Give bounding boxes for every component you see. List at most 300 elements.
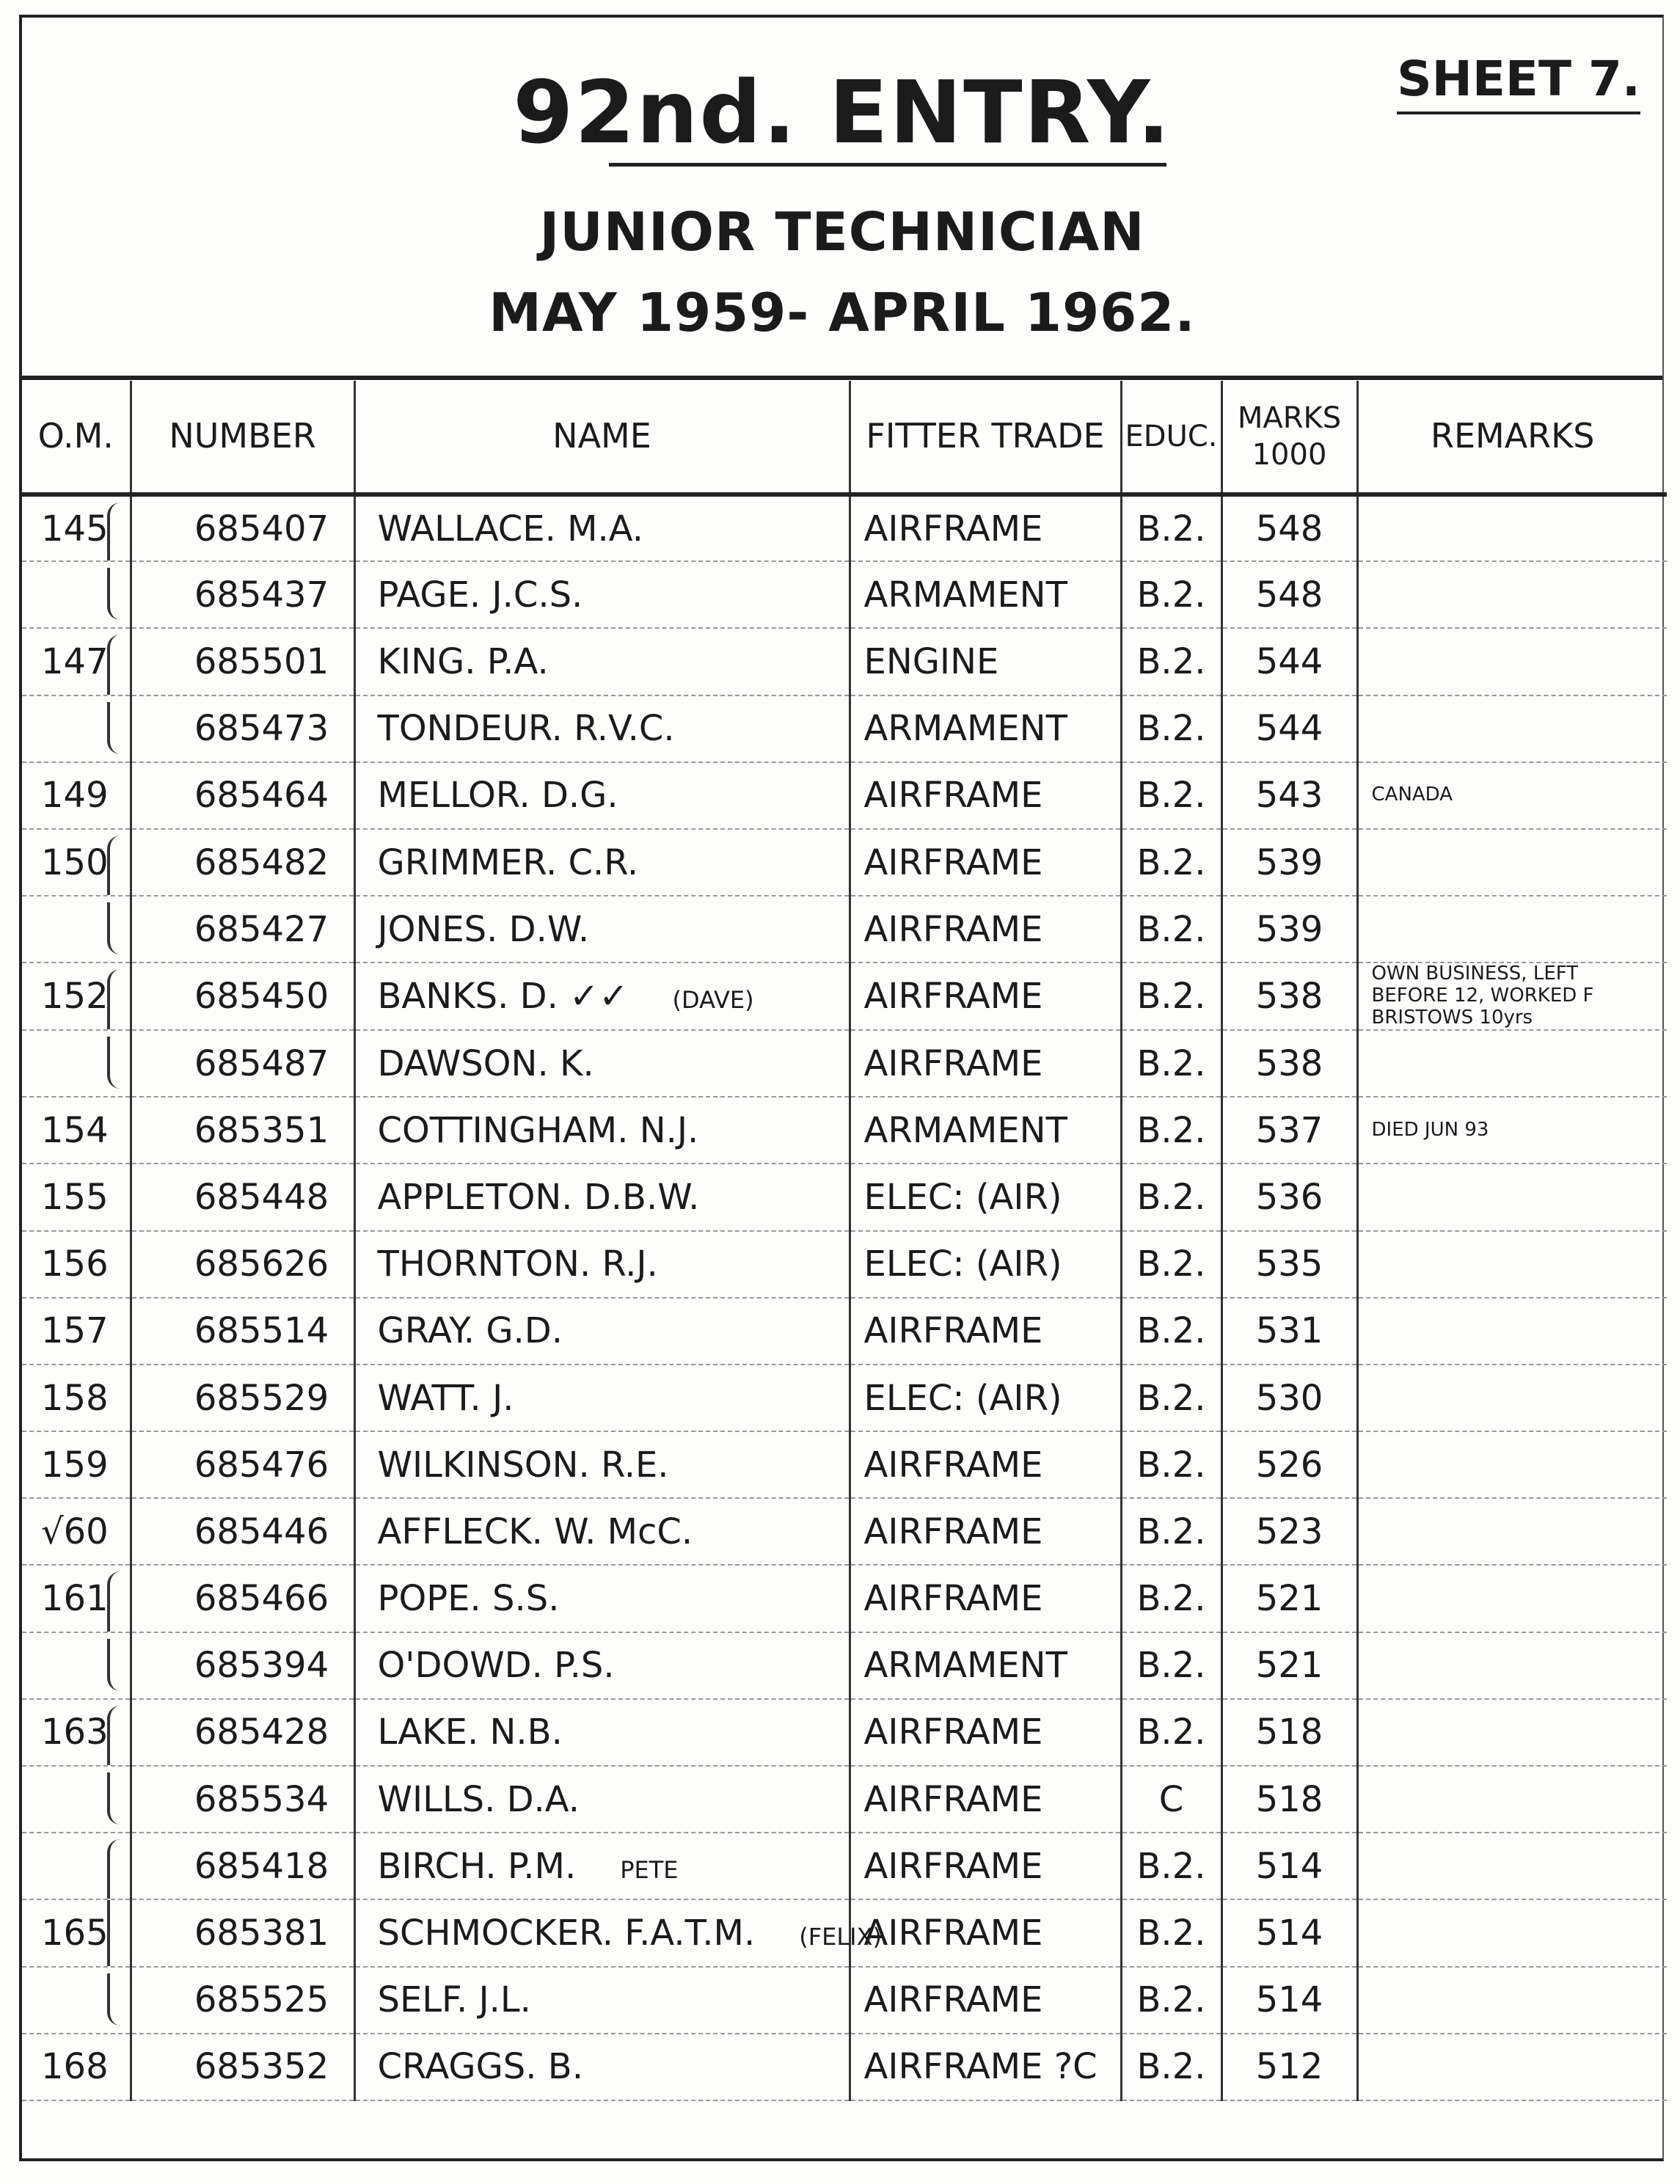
marks-cell [1221, 2034, 1357, 2100]
table-row [22, 1967, 1667, 2034]
table-row [22, 1231, 1667, 1298]
number-cell-text: 685501 [194, 640, 329, 682]
name-cell-text: WILKINSON. R.E. [377, 1444, 669, 1486]
name-cell [354, 1231, 850, 1298]
marks-cell [1221, 1632, 1357, 1699]
marks-cell [1221, 1231, 1357, 1298]
trade-cell-text: ARMAMENT [863, 708, 1067, 750]
handwritten-note: PETE [620, 1855, 679, 1884]
number-cell [131, 1231, 354, 1298]
number-cell-text: 685381 [194, 1913, 329, 1954]
om-cell [22, 1431, 131, 1498]
table-row [22, 1833, 1667, 1899]
trade-cell [850, 1365, 1121, 1431]
remarks-cell [1357, 1030, 1667, 1097]
trade-cell [850, 1766, 1121, 1833]
remarks-cell [1357, 762, 1667, 829]
trade-cell [850, 1231, 1121, 1298]
name-cell [354, 1298, 850, 1365]
group-brace [107, 1639, 125, 1691]
marks-cell [1221, 1030, 1357, 1097]
group-brace [107, 902, 125, 954]
remarks-cell [1357, 1565, 1667, 1632]
table-row [22, 896, 1667, 963]
number-cell [131, 1632, 354, 1699]
number-cell-text: 685476 [194, 1444, 329, 1486]
educ-cell-text: B.2. [1136, 1845, 1206, 1887]
om-cell-text: 158 [41, 1377, 109, 1419]
number-cell-text: 685534 [194, 1778, 329, 1820]
trade-cell [850, 1498, 1121, 1565]
group-brace [107, 836, 125, 895]
educ-cell [1121, 1967, 1221, 2034]
remarks-cell [1357, 1766, 1667, 1833]
name-cell-text: MELLOR. D.G. [377, 775, 618, 817]
name-cell [354, 1833, 850, 1899]
name-cell-text: BANKS. D. ✓✓ [377, 976, 629, 1018]
educ-cell-text: B.2. [1136, 775, 1206, 817]
educ-cell [1121, 494, 1221, 561]
table-row [22, 2034, 1667, 2100]
om-cell [22, 1298, 131, 1365]
marks-cell-text: 544 [1255, 640, 1323, 682]
name-cell [354, 829, 850, 896]
trade-cell-text: ARMAMENT [863, 1109, 1067, 1151]
marks-cell-text: 537 [1255, 1109, 1323, 1151]
number-cell-text: 685466 [194, 1578, 329, 1620]
marks-cell-text: 518 [1255, 1712, 1323, 1753]
educ-cell-text: B.2. [1136, 1042, 1206, 1084]
educ-cell [1121, 628, 1221, 695]
trade-cell-text: AIRFRAME [863, 1310, 1043, 1352]
name-cell-text: TONDEUR. R.V.C. [377, 708, 675, 750]
educ-cell [1121, 695, 1221, 762]
name-cell-text: POPE. S.S. [377, 1578, 560, 1620]
name-cell [354, 2034, 850, 2100]
number-cell-text: 685407 [194, 508, 329, 549]
educ-cell [1121, 963, 1221, 1030]
number-cell [131, 1164, 354, 1230]
educ-cell [1121, 1632, 1221, 1699]
number-cell [131, 2034, 354, 2100]
educ-cell-text: B.2. [1136, 841, 1206, 883]
number-cell [131, 1899, 354, 1966]
marks-cell-text: 535 [1255, 1243, 1323, 1285]
trade-cell [850, 695, 1121, 762]
name-cell [354, 1565, 850, 1632]
remarks-cell [1357, 695, 1667, 762]
educ-cell [1121, 762, 1221, 829]
number-cell-text: 685473 [194, 708, 329, 750]
table-row [22, 628, 1667, 695]
remarks-cell [1357, 896, 1667, 963]
marks-cell [1221, 1967, 1357, 2034]
table-row [22, 829, 1667, 896]
educ-cell-text: C [1158, 1778, 1184, 1820]
number-cell-text: 685351 [194, 1109, 329, 1151]
table-row [22, 1431, 1667, 1498]
number-cell-text: 685352 [194, 2046, 329, 2088]
group-brace [107, 702, 125, 754]
number-cell-text: 685514 [194, 1310, 329, 1352]
marks-cell-text: 538 [1255, 1042, 1323, 1084]
col-remarks: REMARKS [1357, 381, 1667, 494]
table-row [22, 561, 1667, 628]
number-cell [131, 963, 354, 1030]
marks-cell-text: 538 [1255, 976, 1323, 1018]
entry-title: 92nd. ENTRY. [513, 62, 1172, 163]
educ-cell-text: B.2. [1136, 1578, 1206, 1620]
marks-cell [1221, 494, 1357, 561]
educ-cell-text: B.2. [1136, 976, 1206, 1018]
table-row [22, 1164, 1667, 1230]
marks-cell-text: 523 [1255, 1511, 1323, 1552]
trade-cell [850, 1565, 1121, 1632]
om-cell [22, 1231, 131, 1298]
number-cell-text: 685464 [194, 775, 329, 817]
marks-cell [1221, 829, 1357, 896]
educ-cell-text: B.2. [1136, 1243, 1206, 1285]
subtitle-dates: MAY 1959- APRIL 1962. [489, 282, 1196, 343]
remarks-cell [1357, 963, 1667, 1030]
trade-cell-text: AIRFRAME [863, 976, 1043, 1018]
name-cell [354, 896, 850, 963]
number-cell-text: 685446 [194, 1511, 329, 1552]
number-cell [131, 1833, 354, 1899]
om-cell-text: √60 [41, 1511, 109, 1552]
remarks-cell-text: DIED JUN 93 [1371, 1118, 1489, 1141]
name-cell-text: APPLETON. D.B.W. [377, 1176, 700, 1218]
remarks-cell [1357, 1967, 1667, 2034]
marks-cell-text: 536 [1255, 1176, 1323, 1218]
number-cell [131, 1431, 354, 1498]
trade-cell [850, 1097, 1121, 1164]
remarks-cell [1357, 494, 1667, 561]
marks-cell-text: 512 [1255, 2046, 1323, 2088]
table-row [22, 695, 1667, 762]
remarks-cell [1357, 2034, 1667, 2100]
remarks-cell [1357, 1899, 1667, 1966]
marks-cell-text: 521 [1255, 1578, 1323, 1620]
trade-cell [850, 762, 1121, 829]
trade-cell-text: AIRFRAME [863, 775, 1043, 817]
table-row [22, 963, 1667, 1030]
om-cell [22, 1498, 131, 1565]
trade-cell-text: AIRFRAME [863, 908, 1043, 950]
educ-cell [1121, 1431, 1221, 1498]
om-cell [22, 762, 131, 829]
marks-cell-text: 514 [1255, 1913, 1323, 1954]
trade-cell [850, 1298, 1121, 1365]
educ-cell-text: B.2. [1136, 1377, 1206, 1419]
name-cell-text: AFFLECK. W. McC. [377, 1511, 693, 1552]
name-cell-text: O'DOWD. P.S. [377, 1645, 615, 1687]
educ-cell [1121, 1833, 1221, 1899]
group-brace [107, 635, 125, 694]
educ-cell-text: B.2. [1136, 574, 1206, 616]
marks-cell-text: 539 [1255, 908, 1323, 950]
entry-table [22, 381, 1667, 2101]
educ-cell [1121, 1231, 1221, 1298]
remarks-cell [1357, 1231, 1667, 1298]
trade-cell [850, 1164, 1121, 1230]
educ-cell [1121, 1365, 1221, 1431]
table-row [22, 1766, 1667, 1833]
name-cell-text: COTTINGHAM. N.J. [377, 1109, 699, 1151]
om-cell [22, 1164, 131, 1230]
trade-cell-text: ENGINE [863, 640, 999, 682]
number-cell-text: 685626 [194, 1243, 329, 1285]
om-cell-text: 149 [41, 775, 109, 817]
number-cell [131, 1699, 354, 1766]
name-cell-text: WALLACE. M.A. [377, 508, 644, 549]
table-row [22, 1498, 1667, 1565]
number-cell [131, 896, 354, 963]
om-cell-text: 155 [41, 1176, 109, 1218]
number-cell [131, 1097, 354, 1164]
table-row [22, 1030, 1667, 1097]
name-cell-text: THORNTON. R.J. [377, 1243, 658, 1285]
om-cell-text: 161 [41, 1578, 109, 1620]
name-cell [354, 628, 850, 695]
number-cell-text: 685482 [194, 841, 329, 883]
sheet-number: SHEET 7. [1397, 51, 1640, 114]
om-cell [22, 963, 131, 1030]
remarks-cell [1357, 628, 1667, 695]
om-cell [22, 561, 131, 628]
number-cell-text: 685437 [194, 574, 329, 616]
trade-cell [850, 896, 1121, 963]
educ-cell [1121, 1498, 1221, 1565]
name-cell [354, 1030, 850, 1097]
trade-cell [850, 1967, 1121, 2034]
marks-cell [1221, 1565, 1357, 1632]
name-cell [354, 1431, 850, 1498]
name-cell-text: KING. P.A. [377, 640, 549, 682]
remarks-cell [1357, 1699, 1667, 1766]
number-cell-text: 685428 [194, 1712, 329, 1753]
number-cell [131, 561, 354, 628]
marks-cell [1221, 561, 1357, 628]
trade-cell [850, 963, 1121, 1030]
name-cell [354, 1164, 850, 1230]
marks-cell [1221, 1365, 1357, 1431]
marks-cell-text: 539 [1255, 841, 1323, 883]
group-brace [107, 568, 125, 620]
group-brace [107, 1973, 125, 2026]
om-cell-text: 163 [41, 1712, 109, 1753]
group-brace [107, 969, 125, 1029]
number-cell [131, 1565, 354, 1632]
table-body [22, 494, 1667, 2100]
educ-cell-text: B.2. [1136, 640, 1206, 682]
educ-cell [1121, 1899, 1221, 1966]
group-brace [107, 1839, 125, 1899]
title-underline [609, 163, 1166, 167]
remarks-cell [1357, 1431, 1667, 1498]
name-cell [354, 1899, 882, 1966]
number-cell [131, 1967, 354, 2034]
educ-cell-text: B.2. [1136, 1511, 1206, 1552]
group-brace [107, 1037, 125, 1089]
trade-cell-text: AIRFRAME [863, 841, 1043, 883]
educ-cell-text: B.2. [1136, 708, 1206, 750]
educ-cell [1121, 2034, 1221, 2100]
trade-cell [850, 1030, 1121, 1097]
om-cell-text: 165 [41, 1913, 109, 1954]
group-brace [107, 1900, 125, 1965]
name-cell-text: LAKE. N.B. [377, 1712, 563, 1753]
col-number: NUMBER [131, 381, 354, 494]
om-cell-text: 156 [41, 1243, 109, 1285]
educ-cell [1121, 1699, 1221, 1766]
marks-cell-text: 548 [1255, 574, 1323, 616]
remarks-cell [1357, 1498, 1667, 1565]
marks-cell [1221, 1097, 1357, 1164]
trade-cell [850, 494, 1121, 561]
name-cell-text: SELF. J.L. [377, 1979, 531, 2021]
name-cell-text: PAGE. J.C.S. [377, 574, 583, 616]
marks-cell [1221, 1699, 1357, 1766]
number-cell [131, 762, 354, 829]
name-cell [354, 1699, 850, 1766]
table-row [22, 1899, 1667, 1966]
trade-cell-text: AIRFRAME [863, 1979, 1043, 2021]
handwritten-note: (FELIX) [799, 1923, 882, 1951]
remarks-cell [1357, 1164, 1667, 1230]
col-marks: MARKS 1000 [1221, 381, 1357, 494]
trade-cell [850, 1431, 1121, 1498]
name-cell-text: SCHMOCKER. F.A.T.M. [377, 1913, 756, 1954]
name-cell [354, 1365, 850, 1431]
number-cell [131, 494, 354, 561]
om-cell-text: 150 [41, 841, 109, 883]
om-cell [22, 1833, 131, 1899]
number-cell [131, 1498, 354, 1565]
remarks-cell-text: CANADA [1371, 784, 1453, 806]
number-cell [131, 1365, 354, 1431]
trade-cell-text: AIRFRAME [863, 1913, 1043, 1954]
educ-cell-text: B.2. [1136, 1979, 1206, 2021]
trade-cell-text: ELEC: (AIR) [863, 1243, 1062, 1285]
om-cell-text: 159 [41, 1444, 109, 1486]
name-cell-text: JONES. D.W. [377, 908, 590, 950]
educ-cell-text: B.2. [1136, 1176, 1206, 1218]
marks-cell-text: 531 [1255, 1310, 1323, 1352]
remarks-cell [1357, 561, 1667, 628]
educ-cell-text: B.2. [1136, 2046, 1206, 2088]
marks-cell-text: 543 [1255, 775, 1323, 817]
name-cell [354, 1967, 850, 2034]
name-cell-text: WILLS. D.A. [377, 1778, 580, 1820]
name-cell-text: GRAY. G.D. [377, 1310, 563, 1352]
group-brace [107, 1706, 125, 1765]
trade-cell [850, 1899, 1121, 1966]
marks-cell-text: 518 [1255, 1778, 1323, 1820]
om-cell [22, 1632, 131, 1699]
number-cell [131, 628, 354, 695]
table-row [22, 1298, 1667, 1365]
table-header-row [22, 381, 1667, 494]
table-row [22, 1097, 1667, 1164]
trade-cell [850, 1699, 1121, 1766]
document-sheet [19, 15, 1664, 2161]
om-cell [22, 1766, 131, 1833]
om-cell [22, 1565, 131, 1632]
number-cell-text: 685529 [194, 1377, 329, 1419]
trade-cell [850, 2034, 1121, 2100]
marks-cell [1221, 1298, 1357, 1365]
om-cell-text: 147 [41, 640, 109, 682]
group-brace [107, 503, 125, 560]
om-cell-text: 154 [41, 1109, 109, 1151]
trade-cell [850, 628, 1121, 695]
table-row [22, 762, 1667, 829]
table-row [22, 1365, 1667, 1431]
om-cell [22, 1030, 131, 1097]
om-cell-text: 145 [41, 508, 109, 549]
trade-cell-text: AIRFRAME ?C [863, 2046, 1098, 2088]
name-cell-text: WATT. J. [377, 1377, 514, 1419]
name-cell [354, 695, 850, 762]
trade-cell-text: ARMAMENT [863, 1645, 1067, 1687]
name-cell [354, 762, 850, 829]
number-cell [131, 1766, 354, 1833]
educ-cell [1121, 1565, 1221, 1632]
trade-cell-text: ELEC: (AIR) [863, 1176, 1062, 1218]
marks-cell [1221, 1498, 1357, 1565]
om-cell [22, 1097, 131, 1164]
om-cell [22, 494, 131, 561]
om-cell [22, 2034, 131, 2100]
name-cell-text: CRAGGS. B. [377, 2046, 583, 2088]
marks-cell-text: 514 [1255, 1979, 1323, 2021]
marks-cell-text: 530 [1255, 1377, 1323, 1419]
educ-cell-text: B.2. [1136, 1712, 1206, 1753]
educ-cell-text: B.2. [1136, 1310, 1206, 1352]
name-cell-text: GRIMMER. C.R. [377, 841, 639, 883]
marks-cell-text: 526 [1255, 1444, 1323, 1486]
trade-cell-text: AIRFRAME [863, 508, 1043, 549]
trade-cell-text: AIRFRAME [863, 1042, 1043, 1084]
table-row [22, 1565, 1667, 1632]
name-cell-text: BIRCH. P.M. [377, 1845, 577, 1887]
educ-cell [1121, 1030, 1221, 1097]
marks-cell [1221, 1431, 1357, 1498]
om-cell [22, 1967, 131, 2034]
marks-cell [1221, 1833, 1357, 1899]
trade-cell-text: ELEC: (AIR) [863, 1377, 1062, 1419]
trade-cell-text: AIRFRAME [863, 1778, 1043, 1820]
remarks-cell [1357, 829, 1667, 896]
table-row [22, 1632, 1667, 1699]
om-cell [22, 1365, 131, 1431]
name-cell [354, 1766, 850, 1833]
group-brace [107, 1772, 125, 1825]
marks-cell-text: 521 [1255, 1645, 1323, 1687]
number-cell [131, 1298, 354, 1365]
trade-cell-text: ARMAMENT [863, 574, 1067, 616]
om-cell [22, 1899, 131, 1966]
group-brace [107, 1571, 125, 1631]
marks-cell [1221, 1164, 1357, 1230]
remarks-cell [1357, 1833, 1667, 1899]
trade-cell [850, 1632, 1121, 1699]
trade-cell [850, 561, 1121, 628]
col-educ: EDUC. [1121, 381, 1221, 494]
trade-cell-text: AIRFRAME [863, 1712, 1043, 1753]
subtitle-rank: JUNIOR TECHNICIAN [539, 201, 1145, 263]
